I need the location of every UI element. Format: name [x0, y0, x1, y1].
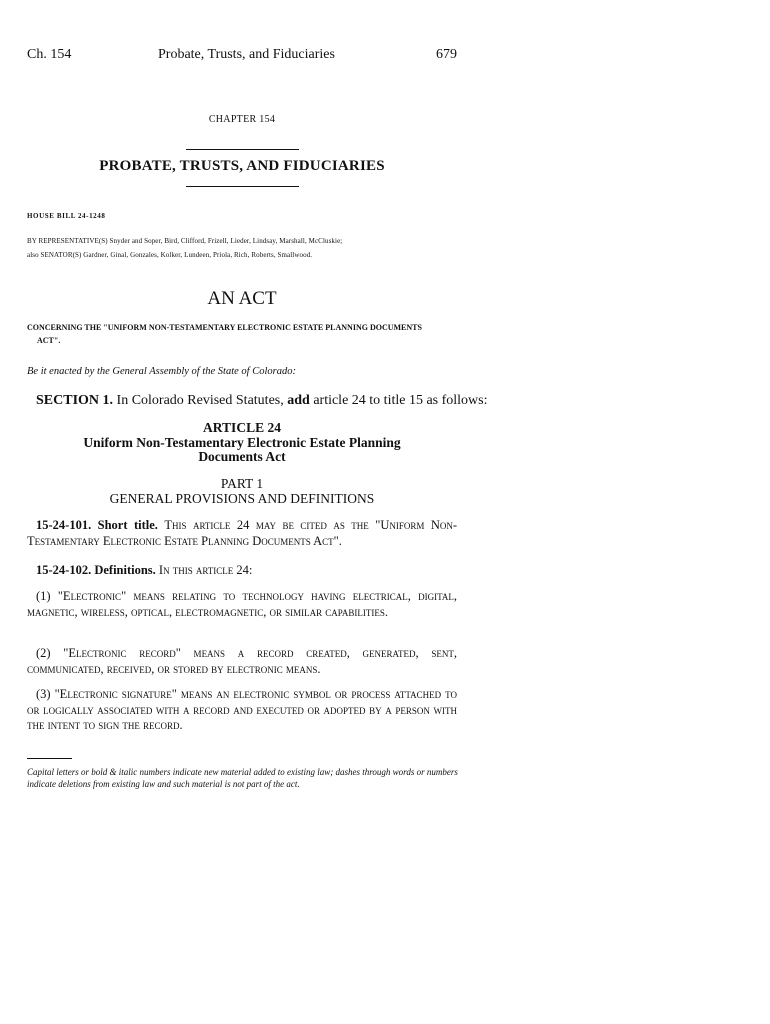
concerning-line-2: ACT".: [37, 336, 61, 345]
header-page-number: 679: [436, 47, 457, 62]
section-1-label: SECTION 1.: [36, 393, 114, 408]
definition-number: (1): [36, 589, 51, 603]
section-1-text-before: In Colorado Revised Statutes,: [116, 393, 284, 408]
part-heading: [0, 476, 484, 506]
definition-item: [27, 646, 457, 677]
definitions-number: 15-24-102.: [36, 563, 92, 577]
header-chapter: Ch. 154: [27, 47, 72, 62]
definition-item: [27, 589, 457, 620]
sponsors-representatives: BY REPRESENTATIVE(S) Snyder and Soper, Bird, Clifford, Frizell, Lieder, Lindsay, Marshall, McCluskie;: [27, 237, 343, 245]
section-1-emphasis: add: [287, 393, 310, 408]
article-name-line-2: Documents Act: [198, 449, 286, 464]
definition-text: "Electronic" means relating to technology having electrical, digital, magnetic, wireless, optical, electromagnetic, or similar capabilities.: [27, 589, 458, 619]
section-1: [36, 393, 488, 409]
definition-number: (2): [36, 646, 51, 660]
title-rule-bottom: [186, 186, 299, 187]
short-title-number: 15-24-101.: [36, 518, 92, 532]
enacting-clause: Be it enacted by the General Assembly of the State of Colorado:: [27, 366, 296, 377]
definition-text: "Electronic record" means a record created, generated, sent, communicated, received, or stored by electronic means.: [27, 646, 457, 676]
article-name-line-1: Uniform Non-Testamentary Electronic Estate Planning: [83, 434, 401, 450]
concerning-line-1: CONCERNING THE "UNIFORM NON-TESTAMENTARY ELECTRONIC ESTATE PLANNING DOCUMENTS: [27, 323, 422, 332]
footnote: Capital letters or bold & italic numbers indicate new material added to existing law; dashes through words or numbers indicate deletions from existing law and such material is not part of the act.: [27, 767, 458, 789]
definitions-heading: Definitions.: [94, 563, 156, 577]
act-heading: AN ACT: [207, 288, 277, 309]
header-subject: Probate, Trusts, and Fiduciaries: [158, 47, 335, 62]
section-1-text-after: article 24 to title 15 as follows:: [313, 393, 488, 408]
short-title-text: This article 24 may be cited as the "Uniform Non-Testamentary Electronic Estate Planning Documents Act".: [27, 518, 458, 548]
short-title-heading: Short title.: [97, 518, 158, 532]
definition-item: [27, 687, 457, 734]
part-name: GENERAL PROVISIONS AND DEFINITIONS: [109, 491, 375, 506]
definition-text: "Electronic signature" means an electronic symbol or process attached to or logically associated with a record and executed or adopted by a person with the intent to sign the record.: [27, 687, 457, 732]
article-heading: [0, 421, 484, 465]
sponsors-senators: also SENATOR(S) Gardner, Ginal, Gonzales, Kolker, Lundeen, Priola, Rich, Roberts, Smallwood.: [27, 251, 313, 259]
definitions-intro: In this article 24:: [158, 563, 253, 577]
footnote-rule: [27, 758, 72, 759]
chapter-label: CHAPTER 154: [208, 114, 276, 125]
title-rule-top: [186, 149, 299, 150]
bill-label: HOUSE BILL 24-1248: [27, 212, 106, 220]
short-title-section: [27, 518, 457, 549]
page-title: PROBATE, TRUSTS, AND FIDUCIARIES: [99, 158, 385, 174]
part-number: PART 1: [220, 476, 264, 491]
concerning-clause: [27, 321, 460, 347]
definition-number: (3): [36, 687, 51, 701]
definitions-section: [27, 563, 457, 579]
article-number: ARTICLE 24: [203, 420, 281, 435]
